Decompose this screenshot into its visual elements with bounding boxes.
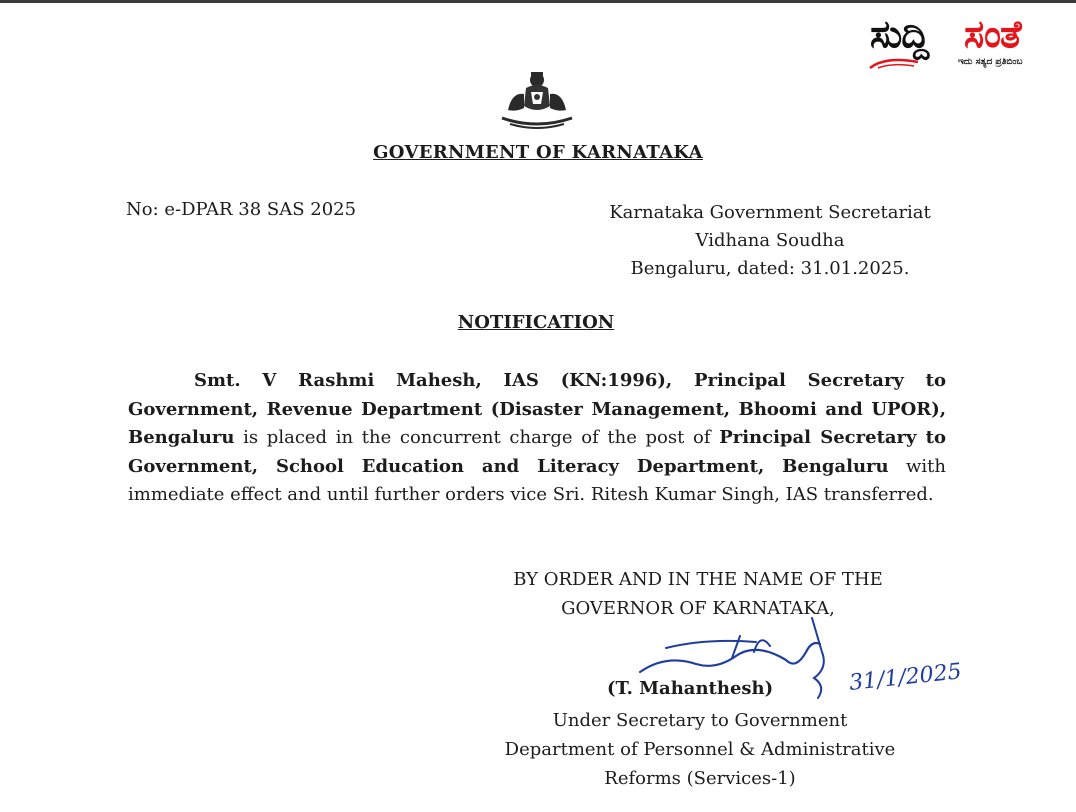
- order-line-2: GOVERNOR OF KARNATAKA,: [561, 598, 835, 619]
- signatory-designation: [452, 706, 948, 793]
- effect-text: with immediate effect and until further orders vice Sri. Ritesh Kumar Singh, IAS transferred.: [128, 455, 947, 505]
- order-line-1: BY ORDER AND IN THE NAME OF THE: [513, 569, 883, 590]
- designation-line-2: Department of Personnel & Administrative: [504, 739, 896, 760]
- reference-number: No: e-DPAR 38 SAS 2025: [126, 199, 357, 220]
- logo-tagline: ಇದು ಸತ್ಯದ ಪ್ರತಿಬಿಂಬ: [958, 57, 1023, 67]
- logo-word-suddi: ಸುದ್ದಿ: [870, 12, 929, 56]
- post-details: Principal Secretary to Government, School Education and Literacy Department, Bengaluru: [128, 427, 947, 477]
- address-line-3: Bengaluru, dated: 31.01.2025.: [630, 258, 910, 279]
- charge-text: is placed in the concurrent charge of the post of: [234, 427, 720, 448]
- logo-word-sante: ಸಂತೆ: [964, 12, 1021, 56]
- notification-title: NOTIFICATION: [457, 312, 615, 333]
- signature-date: 31/1/2025: [848, 659, 963, 696]
- address-line-1: Karnataka Government Secretariat: [609, 202, 931, 223]
- karnataka-emblem-icon: [498, 66, 576, 132]
- signatory-name: (T. Mahanthesh): [607, 678, 774, 699]
- designation-line-1: Under Secretary to Government: [552, 710, 848, 731]
- top-border-line: [0, 0, 1076, 3]
- page-title: GOVERNMENT OF KARNATAKA: [373, 142, 703, 163]
- logo-swoosh-icon: [868, 54, 922, 72]
- suddi-sante-logo: [866, 10, 1066, 72]
- designation-line-3: Reforms (Services-1): [604, 768, 796, 789]
- office-address: [540, 199, 1000, 283]
- address-line-2: Vidhana Soudha: [695, 230, 845, 251]
- notification-body: [128, 367, 946, 510]
- officer-details: Smt. V Rashmi Mahesh, IAS (KN:1996), Principal Secretary to Government, Revenue Department (Disaster Management, Bhoomi and UPOR), Bengaluru: [128, 370, 946, 448]
